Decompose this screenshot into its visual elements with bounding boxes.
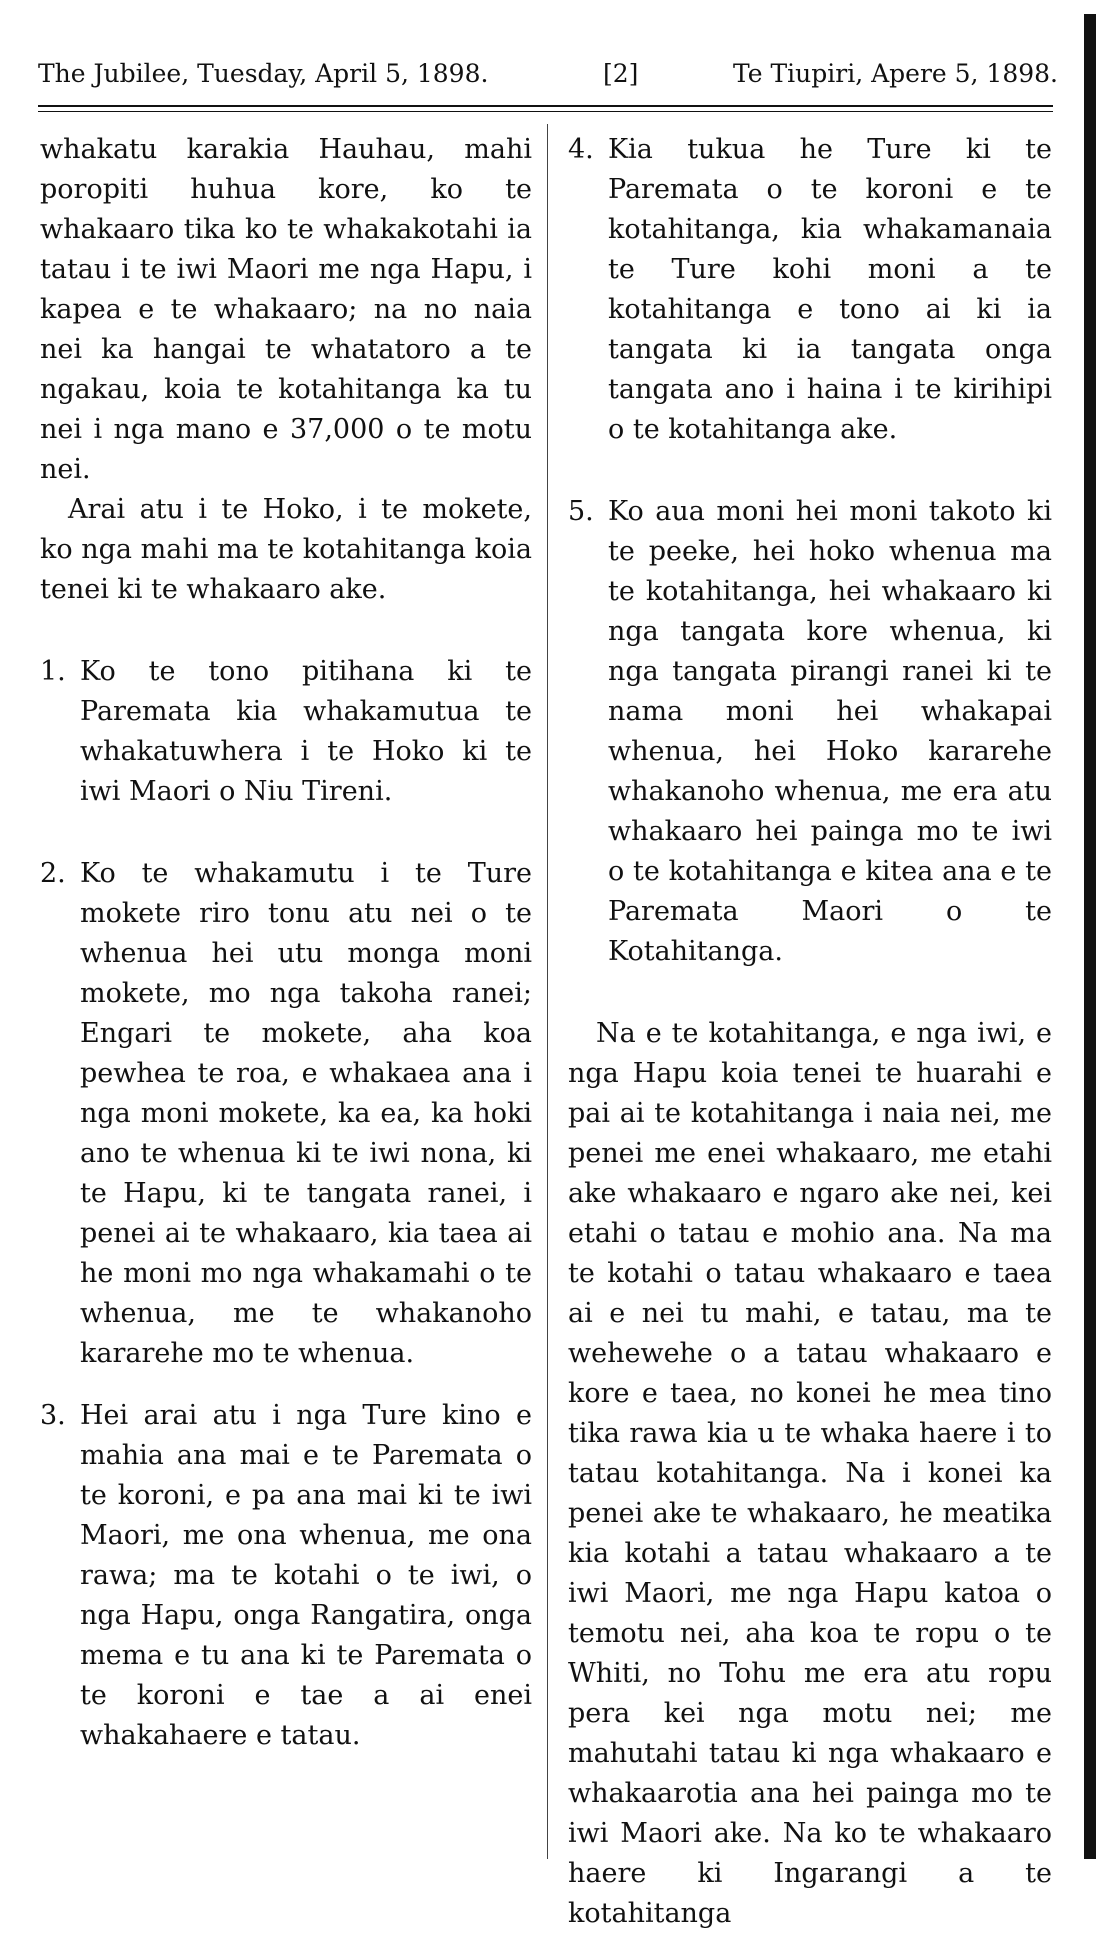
- list-item-number: 5.: [568, 496, 594, 527]
- list-item-number: 2.: [40, 858, 66, 889]
- list-item-text: Ko te tono pitihana ki te Paremata kia whakamutua te whakatuwhera i te Hoko ki te iwi Maori o Niu Tireni.: [80, 656, 532, 807]
- right-column: [568, 130, 1052, 1934]
- list-item-text: Hei arai atu i nga Ture kino e mahia ana mai e te Paremata o te koroni, e pa ana mai ki te iwi Maori, me ona whenua, me ona rawa; ma te kotahi o te iwi, o nga Hapu, onga Rangatira, onga mema e tu ana ki te Paremata o te koroni e tae a ai enei whakahaere e tatau.: [80, 1400, 532, 1751]
- list-item: [568, 492, 1052, 972]
- left-paragraph-2: Arai atu i te Hoko, i te mokete, ko nga mahi ma te kotahitanga koia tenei ki te whakaaro ake.: [40, 494, 532, 605]
- column-divider: [547, 124, 548, 1859]
- running-head: [38, 54, 1058, 94]
- header-right-title: Te Tiupiri, Apere 5, 1898.: [733, 59, 1058, 88]
- list-item-number: 4.: [568, 134, 594, 165]
- list-item-number: 3.: [40, 1400, 66, 1431]
- page-number: [2]: [603, 59, 639, 88]
- list-item: [40, 1396, 532, 1756]
- header-left-title: The Jubilee, Tuesday, April 5, 1898.: [38, 59, 489, 88]
- header-rule-thick: [38, 105, 1053, 107]
- scan-edge-bar: [1084, 14, 1096, 1859]
- list-item: [40, 652, 532, 812]
- list-item: [568, 130, 1052, 450]
- list-item-number: 1.: [40, 656, 66, 687]
- list-item: [40, 854, 532, 1374]
- right-paragraph-1: Na e te kotahitanga, e nga iwi, e nga Hapu koia tenei te huarahi e pai ai te kotahitanga i naia nei, me penei me enei whakaaro, me etahi ake whakaaro e ngaro ake nei, kei etahi o tatau e mohio ana. Na ma te kotahi o tatau whakaaro e taea ai e nei tu mahi, e tatau, ma te wehewehe o a tatau whakaaro e kore e taea, no konei he mea tino tika rawa kia u te whaka haere i to tatau kotahitanga. Na i konei ka penei ake te whakaaro, he meatika kia kotahi a tatau whakaaro a te iwi Maori, me nga Hapu katoa o temotu nei, aha koa te ropu o te Whiti, no Tohu me era atu ropu pera kei nga motu nei; me mahutahi tatau ki nga whakaaro e whakaarotia ana hei painga mo te iwi Maori ake. Na ko te whakaaro haere ki Ingarangi a te kotahitanga: [568, 1018, 1052, 1929]
- left-column: [40, 130, 532, 1756]
- list-item-text: Ko te whakamutu i te Ture mokete riro tonu atu nei o te whenua hei utu monga moni mokete, mo nga takoha ranei; Engari te mokete, aha koa pewhea te roa, e whakaea ana i nga moni mokete, ka ea, ka hoki ano te whenua ki te iwi nona, ki te Hapu, ki te tangata ranei, i penei ai te whakaaro, kia taea ai he moni mo nga whakamahi o te whenua, me te whakanoho kararehe mo te whenua.: [80, 858, 532, 1369]
- list-item-text: Kia tukua he Ture ki te Paremata o te koroni e te kotahitanga, kia whakamanaia te Ture kohi moni a te kotahitanga e tono ai ki ia tangata ki ia tangata onga tangata ano i haina i te kirihipi o te kotahitanga ake.: [608, 134, 1052, 445]
- left-paragraph-1: whakatu karakia Hauhau, mahi poropiti huhua kore, ko te whakaaro tika ko te whakakotahi ia tatau i te iwi Maori me nga Hapu, i kapea e te whakaaro; na no naia nei ka hangai te whatatoro a te ngakau, koia te kotahitanga ka tu nei i nga mano e 37,000 o te motu nei.: [40, 134, 532, 485]
- header-rule-thin: [38, 111, 1053, 112]
- list-item-text: Ko aua moni hei moni takoto ki te peeke, hei hoko whenua ma te kotahitanga, hei whakaaro ki nga tangata kore whenua, ki nga tangata pirangi ranei ki te nama moni hei whakapai whenua, hei Hoko kararehe whakanoho whenua, me era atu whakaaro hei painga mo te iwi o te kotahitanga e kitea ana e te Paremata Maori o te Kotahitanga.: [608, 496, 1052, 967]
